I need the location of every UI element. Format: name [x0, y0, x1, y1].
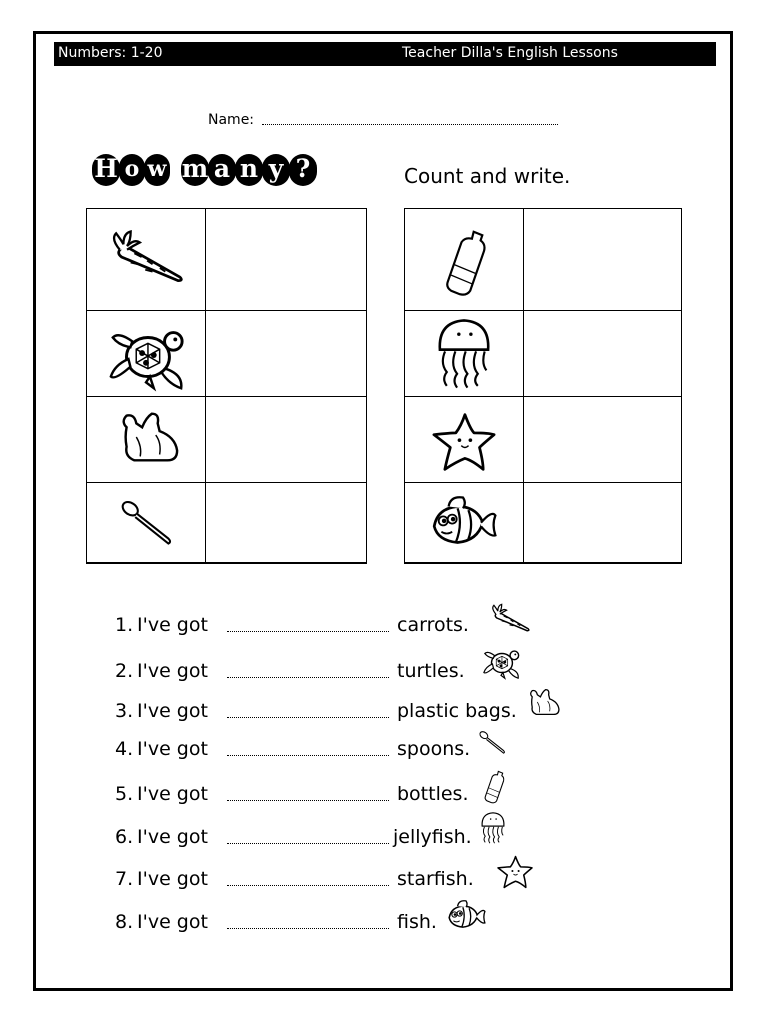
title-letter: o — [119, 154, 145, 186]
spoon-icon — [117, 495, 175, 549]
answer-blank[interactable] — [227, 717, 389, 718]
sentence-lead: I've got — [137, 700, 208, 722]
answer-blank[interactable] — [227, 928, 389, 929]
sentence-number: 5. — [115, 783, 134, 805]
sentence-lead: I've got — [137, 614, 208, 636]
spoon-icon — [477, 726, 507, 758]
plastic-bag-icon — [113, 407, 181, 467]
bottle-icon — [439, 223, 491, 303]
name-label: Name: — [208, 112, 255, 128]
sentence-lead: I've got — [137, 738, 208, 760]
sentence-number: 3. — [115, 700, 134, 722]
title-letter: a — [208, 154, 236, 186]
starfish-icon — [431, 411, 497, 473]
answer-blank[interactable] — [227, 885, 389, 886]
answer-blank[interactable] — [227, 800, 389, 801]
name-input-line[interactable] — [262, 124, 558, 125]
sentence-object: starfish. — [397, 868, 474, 890]
sentence-number: 2. — [115, 660, 134, 682]
fish-icon — [427, 487, 499, 553]
turtle-icon — [481, 644, 521, 682]
answer-blank[interactable] — [227, 755, 389, 756]
answer-blank[interactable] — [227, 631, 389, 632]
title-letter: ? — [289, 154, 317, 186]
sentence-object: jellyfish. — [393, 826, 472, 848]
sentence-number: 8. — [115, 911, 134, 933]
sentence-object: carrots. — [397, 614, 469, 636]
carrot-icon — [489, 602, 533, 634]
title-letter: w — [144, 154, 170, 186]
carrot-icon — [107, 227, 189, 287]
header-author: Teacher Dilla's English Lessons — [402, 45, 618, 61]
sentence-lead: I've got — [137, 911, 208, 933]
title-letter: H — [92, 154, 120, 186]
title-letter: m — [181, 154, 209, 186]
title-letter: y — [262, 154, 290, 186]
sentence-lead: I've got — [137, 826, 208, 848]
sentence-number: 4. — [115, 738, 134, 760]
sentence-object: fish. — [397, 911, 437, 933]
sentence-object: turtles. — [397, 660, 465, 682]
sentence-object: spoons. — [397, 738, 471, 760]
instruction: Count and write. — [404, 164, 571, 188]
header-bar — [54, 42, 716, 66]
sentence-number: 6. — [115, 826, 134, 848]
fish-icon — [445, 897, 487, 931]
jellyfish-icon — [479, 810, 507, 846]
answer-blank[interactable] — [227, 843, 389, 844]
sentence-lead: I've got — [137, 660, 208, 682]
sentence-number: 1. — [115, 614, 134, 636]
bottle-icon — [481, 767, 507, 807]
turtle-icon — [105, 319, 187, 395]
right-count-table — [404, 208, 682, 564]
sentence-lead: I've got — [137, 868, 208, 890]
left-count-table — [86, 208, 367, 564]
header-topic: Numbers: 1-20 — [58, 45, 163, 61]
starfish-icon — [497, 854, 533, 890]
sentence-object: plastic bags. — [397, 700, 517, 722]
plastic-bag-icon — [525, 686, 561, 718]
sentence-number: 7. — [115, 868, 134, 890]
answer-blank[interactable] — [227, 677, 389, 678]
sentence-lead: I've got — [137, 783, 208, 805]
jellyfish-icon — [433, 313, 495, 395]
sentence-object: bottles. — [397, 783, 469, 805]
title-letter: n — [235, 154, 263, 186]
